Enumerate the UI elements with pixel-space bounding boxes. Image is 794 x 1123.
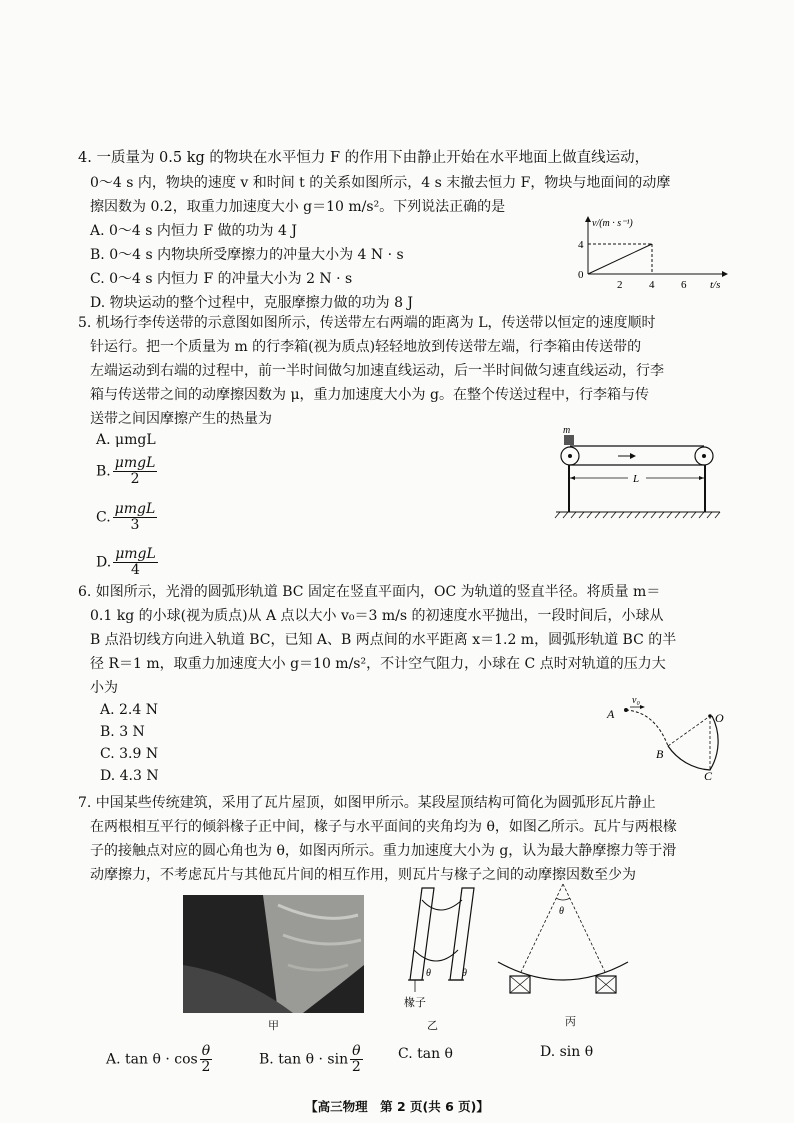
q7-option-b-label: B. tan θ · sin <box>259 1051 349 1068</box>
q6-option-c: C. 3.9 N <box>100 746 159 762</box>
q7-yi-theta-1: θ <box>426 968 431 979</box>
q7-option-a-numerator: θ <box>201 1043 211 1059</box>
q5-option-c <box>96 502 157 533</box>
q7-line-4: 动摩擦力，不考虑瓦片与其他瓦片间的相互作用，则瓦片与椽子之间的动摩擦因数至少为 <box>90 867 636 883</box>
q5-option-a: A. μmgL <box>96 432 156 448</box>
q5-option-d-numerator: μmgL <box>115 546 156 562</box>
q5-fig-L: L <box>633 473 640 485</box>
q5-fig-m: m <box>563 426 571 436</box>
q6-fig-v0: v₀ <box>632 695 640 706</box>
q7-option-b <box>259 1044 363 1075</box>
q7-option-a <box>106 1044 212 1075</box>
q4-option-d: D. 物块运动的整个过程中，克服摩擦力做的功为 8 J <box>90 295 414 311</box>
q7-option-a-label: A. tan θ · cos <box>106 1051 198 1068</box>
q5-option-b-denominator: 2 <box>130 471 140 487</box>
q6-track-diagram <box>600 692 740 782</box>
q7-arc-diagram <box>488 880 638 1000</box>
q4-line-2: 0～4 s 内，物块的速度 v 和时间 t 的关系如图所示，4 s 末撤去恒力 F，物块与地面间的动摩 <box>90 175 671 191</box>
q4-option-c: C. 0～4 s 内恒力 F 的冲量大小为 2 N · s <box>90 271 353 287</box>
q5-option-b <box>96 456 157 487</box>
q5-line-5: 送带之间因摩擦产生的热量为 <box>90 411 272 427</box>
q4-line-1: 4. 一质量为 0.5 kg 的物块在水平恒力 F 的作用下由静止开始在水平地面上做直线运动， <box>78 150 650 166</box>
q6-line-2: 0.1 kg 的小球(视为质点)从 A 点以大小 v₀＝3 m/s 的初速度水平抛出，一段时间后，小球从 <box>90 608 664 624</box>
q6-line-1: 6. 如图所示，光滑的圆弧形轨道 BC 固定在竖直平面内，OC 为轨道的竖直半径。将质量 m＝ <box>78 584 661 600</box>
q6-fig-C: C <box>704 769 713 782</box>
q5-conveyor-diagram <box>548 426 728 522</box>
q5-option-d <box>96 547 158 578</box>
q7-roof-photo <box>183 895 364 1013</box>
q6-fig-B: B <box>656 747 664 761</box>
q6-line-3: B 点沿切线方向进入轨道 BC，已知 A、B 两点间的水平距离 x＝1.2 m，圆弧形轨道 BC 的半 <box>90 632 677 648</box>
q7-option-b-numerator: θ <box>352 1043 361 1059</box>
q7-bing-theta: θ <box>559 906 564 917</box>
q7-option-a-denominator: 2 <box>201 1059 211 1075</box>
q4-graph-tick-y4: 4 <box>578 239 584 251</box>
q4-graph-origin: 0 <box>578 269 584 281</box>
q4-graph-ylabel: v/(m · s⁻¹) <box>592 218 633 229</box>
q7-caption-jia: 甲 <box>268 1019 279 1032</box>
q4-graph-xlabel: t/s <box>710 279 721 291</box>
q5-option-d-denominator: 4 <box>131 562 140 578</box>
q7-yi-theta-2: θ <box>462 968 467 979</box>
q7-line-3: 子的接触点对应的圆心角也为 θ，如图丙所示。重力加速度大小为 g，认为最大静摩擦力等于滑 <box>90 843 677 859</box>
q7-rafter-diagram <box>400 880 490 1030</box>
q6-option-a: A. 2.4 N <box>100 702 158 718</box>
q5-line-3: 左端运动到右端的过程中，前一半时间做匀加速直线运动，后一半时间做匀速直线运动，行李 <box>90 363 664 379</box>
q6-fig-O: O <box>715 711 724 725</box>
q7-option-d: D. sin θ <box>540 1044 594 1060</box>
q6-line-4: 径 R＝1 m，取重力加速度大小 g＝10 m/s²，不计空气阻力，小球在 C 点时对轨道的压力大 <box>90 656 666 672</box>
q4-option-a: A. 0～4 s 内恒力 F 做的功为 4 J <box>90 223 297 239</box>
q5-option-c-denominator: 3 <box>130 517 140 533</box>
q6-line-5: 小为 <box>90 680 118 696</box>
q5-option-d-label: D. <box>96 554 112 571</box>
q4-option-b: B. 0～4 s 内物块所受摩擦力的冲量大小为 4 N · s <box>90 247 404 263</box>
q5-option-b-numerator: μmgL <box>114 455 156 471</box>
q7-option-c: C. tan θ <box>398 1046 453 1062</box>
q5-line-1: 5. 机场行李传送带的示意图如图所示，传送带左右两端的距离为 L，传送带以恒定的速度顺时 <box>78 315 656 331</box>
q6-option-b: B. 3 N <box>100 724 145 740</box>
q7-line-2: 在两根相互平行的倾斜椽子正中间，椽子与水平面间的夹角均为 θ，如图乙所示。瓦片与两根椽 <box>90 819 677 835</box>
q5-line-2: 针运行。把一个质量为 m 的行李箱(视为质点)轻轻地放到传送带左端，行李箱由传送带的 <box>90 339 642 355</box>
q7-caption-bing: 丙 <box>565 1015 576 1028</box>
q7-line-1: 7. 中国某些传统建筑，采用了瓦片屋顶，如图甲所示。某段屋顶结构可简化为圆弧形瓦片静止 <box>78 795 656 811</box>
q4-graph-tick-x6: 6 <box>681 279 687 291</box>
q5-option-c-label: C. <box>96 509 111 526</box>
q7-option-b-denominator: 2 <box>351 1059 361 1075</box>
q7-rafter-label: 椽子 <box>404 997 426 1009</box>
page-footer: 【高三物理 第 2 页(共 6 页)】 <box>305 1099 489 1114</box>
q5-line-4: 箱与传送带之间的动摩擦因数为 μ，重力加速度大小为 g。在整个传送过程中，行李箱与传 <box>90 387 649 403</box>
q4-line-3: 擦因数为 0.2，取重力加速度大小 g＝10 m/s²。下列说法正确的是 <box>90 199 506 215</box>
q5-luggage <box>564 435 574 445</box>
q6-fig-A: A <box>607 707 615 721</box>
q6-option-d: D. 4.3 N <box>100 768 159 784</box>
q4-graph-tick-x2: 2 <box>617 279 623 291</box>
q4-graph-tick-x4: 4 <box>649 279 655 291</box>
q4-vt-graph <box>572 214 732 294</box>
q5-option-b-label: B. <box>96 463 111 480</box>
q5-option-c-numerator: μmgL <box>114 501 156 517</box>
q7-caption-yi: 乙 <box>427 1019 438 1032</box>
